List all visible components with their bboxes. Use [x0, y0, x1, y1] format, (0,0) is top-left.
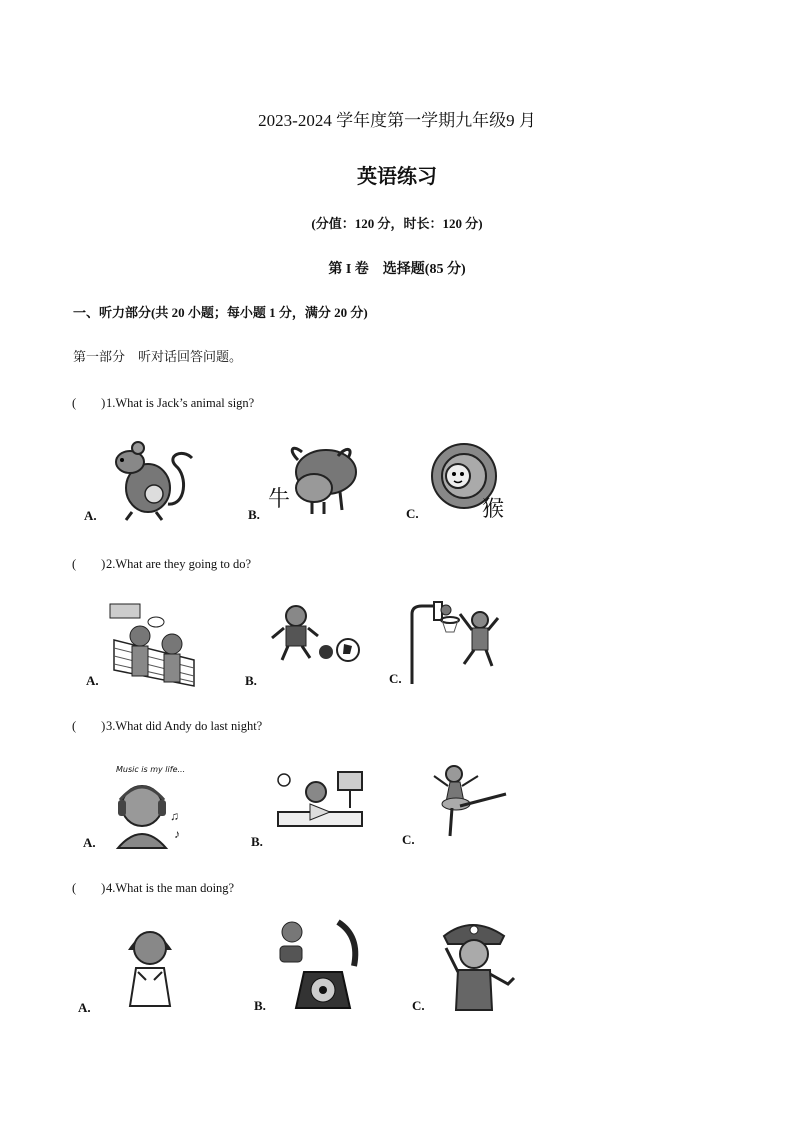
football-image: [270, 604, 360, 664]
option-b[interactable]: B.: [248, 507, 260, 522]
music-caption: Music is my life...: [116, 765, 186, 774]
score-time: (分值：120 分，时长：120 分): [311, 216, 483, 231]
question-text: 1.What is Jack’s animal sign?: [106, 396, 255, 410]
question-text: 2.What are they going to do?: [106, 557, 252, 571]
option-c[interactable]: C.: [412, 998, 425, 1013]
option-c[interactable]: C.: [389, 671, 402, 686]
question-2: [72, 554, 251, 572]
answer-blank[interactable]: ( ): [72, 557, 106, 571]
ox-image: [268, 440, 368, 522]
woman-image: [120, 920, 180, 1010]
option-a[interactable]: A.: [84, 508, 97, 523]
option-a[interactable]: A.: [78, 1000, 91, 1015]
telephone-image: [276, 916, 368, 1012]
basketball-image: [408, 600, 512, 686]
section-heading: 一、听力部分(共 20 小题；每小题 1 分，满分 20 分): [73, 305, 368, 320]
question-text: 4.What is the man doing?: [106, 881, 235, 895]
music-girl-image: [106, 760, 190, 850]
answer-blank[interactable]: ( ): [72, 396, 106, 410]
rat-image: [96, 436, 208, 522]
ox-label: 牛: [268, 487, 291, 512]
homework-image: [274, 768, 366, 830]
answer-blank[interactable]: ( ): [72, 719, 106, 733]
ballet-image: [428, 764, 512, 838]
question-text: 3.What did Andy do last night?: [106, 719, 263, 733]
question-3: [72, 716, 262, 734]
question-1: [72, 393, 254, 411]
monkey-image: [424, 440, 516, 522]
svg-text:♪: ♪: [174, 827, 180, 841]
volume-heading: 第 I 卷 选择题(85 分): [328, 262, 466, 277]
part-heading: 第一部分 听对话回答问题。: [73, 349, 243, 364]
option-b[interactable]: B.: [251, 834, 263, 849]
exam-title: 2023-2024 学年度第一学期九年级9 月: [258, 111, 536, 130]
answer-blank[interactable]: ( ): [72, 881, 106, 895]
exam-subject: 英语练习: [357, 166, 437, 188]
question-4: [72, 878, 234, 896]
option-c[interactable]: C.: [406, 506, 419, 521]
option-a[interactable]: A.: [83, 835, 96, 850]
police-image: [434, 914, 518, 1012]
option-b[interactable]: B.: [254, 998, 266, 1013]
svg-text:♫: ♫: [170, 809, 179, 823]
option-a[interactable]: A.: [86, 673, 99, 688]
option-b[interactable]: B.: [245, 673, 257, 688]
option-c[interactable]: C.: [402, 832, 415, 847]
badminton-image: [104, 600, 200, 688]
monkey-label: 猴: [482, 497, 505, 522]
